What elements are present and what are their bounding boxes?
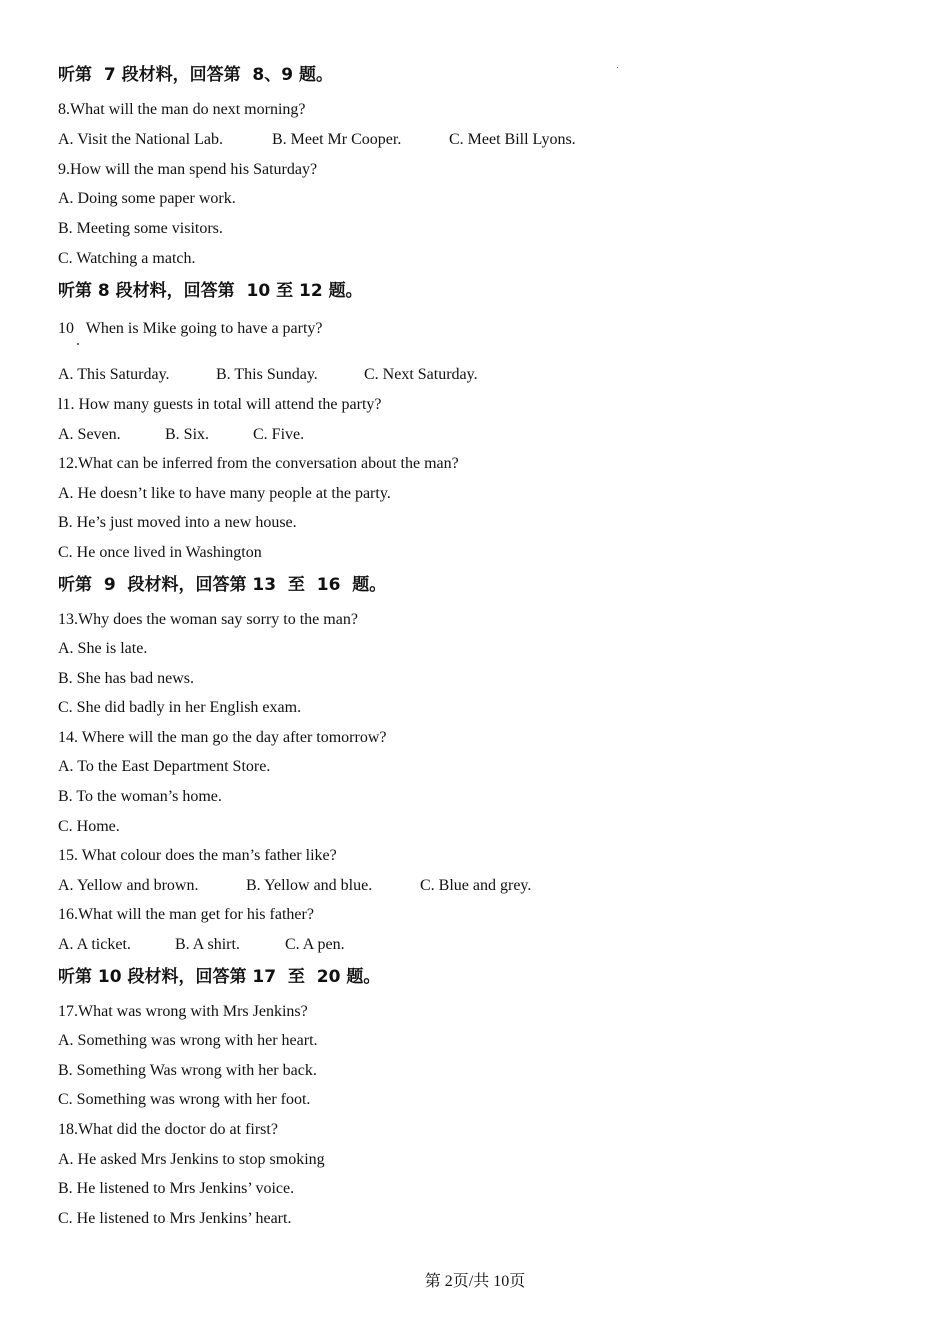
option-c: C. Blue and grey. [420,877,532,894]
option-c: C. Meet Bill Lyons. [449,131,576,148]
question-text: 8.What will the man do next morning? [58,101,306,118]
option-b: B. A shirt. [175,936,240,953]
question-text: 13.Why does the woman say sorry to the man? [58,611,358,628]
section-heading: 听第 8 段材料，回答第 10 至 12 题。 [58,281,363,301]
option-a: A. Visit the National Lab. [58,131,223,148]
option-a: A. Something was wrong with her heart. [58,1032,318,1049]
option-a: A. He asked Mrs Jenkins to stop smoking [58,1151,325,1168]
option-a: A. He doesn’t like to have many people at the party. [58,485,391,502]
option-b: B. This Sunday. [216,366,318,383]
option-b: B. She has bad news. [58,670,194,687]
option-b: B. He listened to Mrs Jenkins’ voice. [58,1180,295,1197]
section-heading: 听第 7 段材料，回答第 8、9 题。 [58,65,333,85]
option-c: C. He listened to Mrs Jenkins’ heart. [58,1210,292,1227]
option-c: C. He once lived in Washington [58,544,262,561]
options-row [58,365,658,385]
bullet-dot [77,343,79,345]
speck-mark [617,67,618,68]
option-a: A. She is late. [58,640,148,657]
options-row [58,876,658,896]
option-b: B. Yellow and blue. [246,877,373,894]
option-a: A. This Saturday. [58,366,170,383]
option-c: C. Something was wrong with her foot. [58,1091,311,1108]
option-c: C. Watching a match. [58,250,196,267]
options-row [58,425,458,445]
option-a: A. Yellow and brown. [58,877,199,894]
question-text: 14. Where will the man go the day after tomorrow? [58,729,387,746]
option-b: B. Meet Mr Cooper. [272,131,402,148]
question-text: 17.What was wrong with Mrs Jenkins? [58,1003,308,1020]
option-c: C. Home. [58,818,120,835]
section-heading: 听第 9 段材料，回答第 13 至 16 题。 [58,575,387,595]
option-c: C. She did badly in her English exam. [58,699,302,716]
page-footer: 第 2页/共 10页 [424,1273,526,1290]
options-row [58,935,458,955]
question-text: 10 When is Mike going to have a party? [58,320,323,337]
question-text: 12.What can be inferred from the conversation about the man? [58,455,459,472]
question-text: l1. How many guests in total will attend the party? [58,396,382,413]
option-c: C. Next Saturday. [364,366,478,383]
option-c: C. A pen. [285,936,345,953]
option-b: B. To the woman’s home. [58,788,222,805]
option-b: B. He’s just moved into a new house. [58,514,297,531]
options-row [58,130,658,150]
question-text: 18.What did the doctor do at first? [58,1121,278,1138]
option-a: A. Doing some paper work. [58,190,236,207]
option-a: A. To the East Department Store. [58,758,271,775]
option-b: B. Something Was wrong with her back. [58,1062,317,1079]
section-heading: 听第 10 段材料，回答第 17 至 20 题。 [58,967,381,987]
option-b: B. Six. [165,426,210,443]
question-text: 9.How will the man spend his Saturday? [58,161,318,178]
option-a: A. A ticket. [58,936,131,953]
option-c: C. Five. [253,426,305,443]
option-a: A. Seven. [58,426,121,443]
question-text: 16.What will the man get for his father? [58,906,314,923]
option-b: B. Meeting some visitors. [58,220,223,237]
question-text: 15. What colour does the man’s father like? [58,847,337,864]
